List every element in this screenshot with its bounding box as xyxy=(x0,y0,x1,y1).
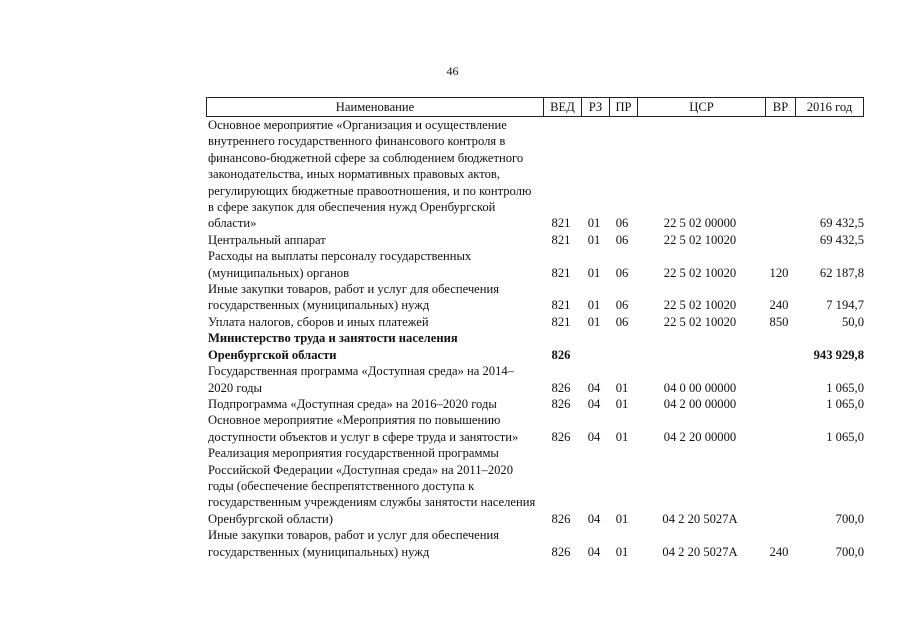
header-pr: ПР xyxy=(609,98,637,116)
row-name-line: Иные закупки товаров, работ и услуг для обеспечения xyxy=(208,282,500,297)
row-amount: 1 065,0 xyxy=(826,429,864,444)
row-csr: 04 2 20 5027А xyxy=(662,544,738,559)
row-ved: 821 xyxy=(551,298,571,313)
row-pr: 06 xyxy=(615,232,629,247)
header-year: 2016 год xyxy=(795,98,863,116)
row-name xyxy=(206,281,542,314)
row-name-line: государственных (муниципальных) нужд xyxy=(208,298,430,313)
row-rz: 04 xyxy=(587,429,601,444)
row-vr: 240 xyxy=(769,544,789,559)
table-row xyxy=(206,330,864,363)
row-name-line: Основное мероприятие «Организация и осуществление xyxy=(208,118,507,132)
row-ved: 821 xyxy=(551,314,571,329)
row-name-line: Реализация мероприятия государственной программы xyxy=(208,446,499,461)
row-name-line: Оренбургской области) xyxy=(208,511,333,526)
row-ved: 826 xyxy=(551,511,571,526)
row-rz: 04 xyxy=(587,396,601,411)
row-name xyxy=(206,412,542,445)
row-csr: 22 5 02 10020 xyxy=(663,314,737,329)
row-name-line: Центральный аппарат xyxy=(208,232,326,247)
row-amount: 69 432,5 xyxy=(819,232,864,247)
row-amount: 7 194,7 xyxy=(826,298,864,313)
row-name-line: регулирующих бюджетные правоотношения, и по контролю xyxy=(208,183,532,198)
row-rz: 01 xyxy=(587,216,601,231)
row-amount: 69 432,5 xyxy=(819,216,864,231)
row-ved: 821 xyxy=(551,216,571,231)
row-vr: 240 xyxy=(769,298,789,313)
row-amount: 700,0 xyxy=(835,511,864,526)
row-ved: 821 xyxy=(551,265,571,280)
row-pr: 06 xyxy=(615,265,629,280)
row-amount: 1 065,0 xyxy=(826,380,864,395)
row-name-line: 2020 годы xyxy=(208,380,262,395)
row-vr: 120 xyxy=(769,265,789,280)
row-name xyxy=(206,363,542,396)
row-rz: 01 xyxy=(587,298,601,313)
table-row xyxy=(206,248,864,281)
row-ved: 821 xyxy=(551,232,571,247)
table-row xyxy=(206,314,864,330)
row-name-line: Государственная программа «Доступная среда» на 2014– xyxy=(208,364,514,379)
row-pr: 01 xyxy=(615,396,629,411)
row-name-line: государственных (муниципальных) нужд xyxy=(208,544,430,559)
row-pr: 01 xyxy=(615,511,629,526)
table-row xyxy=(206,412,864,445)
row-name-line: области» xyxy=(208,216,257,231)
row-name xyxy=(206,248,542,281)
row-csr: 04 2 00 00000 xyxy=(663,396,737,411)
row-csr: 22 5 02 10020 xyxy=(663,265,737,280)
row-vr: 850 xyxy=(769,314,789,329)
row-name-line: законодательства, иных нормативных правовых актов, xyxy=(208,167,500,182)
row-name xyxy=(206,232,542,248)
row-rz: 04 xyxy=(587,544,601,559)
row-name xyxy=(206,330,542,363)
header-rz: РЗ xyxy=(581,98,609,116)
table-row xyxy=(206,281,864,314)
row-name-line: внутреннего государственного финансового контроля в xyxy=(208,134,506,149)
row-pr: 06 xyxy=(615,298,629,313)
table-body xyxy=(206,117,864,560)
row-amount: 62 187,8 xyxy=(819,265,864,280)
row-ved: 826 xyxy=(551,429,571,444)
budget-table xyxy=(206,97,864,560)
row-pr: 01 xyxy=(615,429,629,444)
table-row xyxy=(206,396,864,412)
row-amount: 50,0 xyxy=(841,314,864,329)
table-header xyxy=(206,97,864,117)
row-name-line: годы (обеспечение беспрепятственного доступа к xyxy=(208,478,475,493)
row-pr: 06 xyxy=(615,314,629,329)
table-row xyxy=(206,117,864,232)
row-name-line: (муниципальных) органов xyxy=(208,265,350,280)
row-pr: 01 xyxy=(615,544,629,559)
row-name-line: государственным учреждениям службы занятости населения xyxy=(208,495,536,510)
row-name xyxy=(206,527,542,560)
row-name-line: финансово-бюджетной сфере за соблюдением бюджетного xyxy=(208,150,524,165)
row-amount: 1 065,0 xyxy=(826,396,864,411)
row-name-line: Основное мероприятие «Мероприятия по повышению xyxy=(208,413,501,428)
table-row xyxy=(206,232,864,248)
header-csr: ЦСР xyxy=(637,98,765,116)
row-pr: 01 xyxy=(615,380,629,395)
row-ved: 826 xyxy=(551,380,571,395)
row-name-line: Расходы на выплаты персоналу государственных xyxy=(208,249,472,264)
row-ved: 826 xyxy=(551,396,571,411)
table-row xyxy=(206,363,864,396)
row-rz: 01 xyxy=(587,265,601,280)
row-name-line: Уплата налогов, сборов и иных платежей xyxy=(208,314,429,329)
row-rz: 04 xyxy=(587,380,601,395)
row-csr: 04 0 00 00000 xyxy=(663,380,737,395)
row-name xyxy=(206,396,542,412)
header-ved: ВЕД xyxy=(543,98,581,116)
row-amount: 700,0 xyxy=(835,544,864,559)
row-amount: 943 929,8 xyxy=(813,347,864,362)
row-ved: 826 xyxy=(551,347,571,362)
row-name xyxy=(206,314,542,330)
row-csr: 22 5 02 00000 xyxy=(663,216,737,231)
row-rz: 01 xyxy=(587,314,601,329)
row-rz: 04 xyxy=(587,511,601,526)
row-name-line: Подпрограмма «Доступная среда» на 2016–2020 годы xyxy=(208,396,497,411)
table-row xyxy=(206,527,864,560)
row-csr: 22 5 02 10020 xyxy=(663,232,737,247)
row-csr: 22 5 02 10020 xyxy=(663,298,737,313)
table-row xyxy=(206,445,864,527)
row-name-line: Иные закупки товаров, работ и услуг для обеспечения xyxy=(208,528,500,543)
row-csr: 04 2 20 00000 xyxy=(663,429,737,444)
row-name-line: Оренбургской области xyxy=(208,347,337,362)
row-name xyxy=(206,117,542,232)
row-name-line: Российской Федерации «Доступная среда» на 2011–2020 xyxy=(208,462,514,477)
row-name-line: доступности объектов и услуг в сфере труда и занятости» xyxy=(208,429,519,444)
row-rz: 01 xyxy=(587,232,601,247)
row-name-line: Министерство труда и занятости населения xyxy=(208,331,458,346)
row-name xyxy=(206,445,542,527)
header-vr: ВР xyxy=(765,98,795,116)
row-csr: 04 2 20 5027А xyxy=(662,511,738,526)
page-number: 46 xyxy=(446,64,459,78)
header-name: Наименование xyxy=(335,100,415,114)
row-name-line: в сфере закупок для обеспечения нужд Оренбургской xyxy=(208,200,496,215)
row-pr: 06 xyxy=(615,216,629,231)
row-ved: 826 xyxy=(551,544,571,559)
